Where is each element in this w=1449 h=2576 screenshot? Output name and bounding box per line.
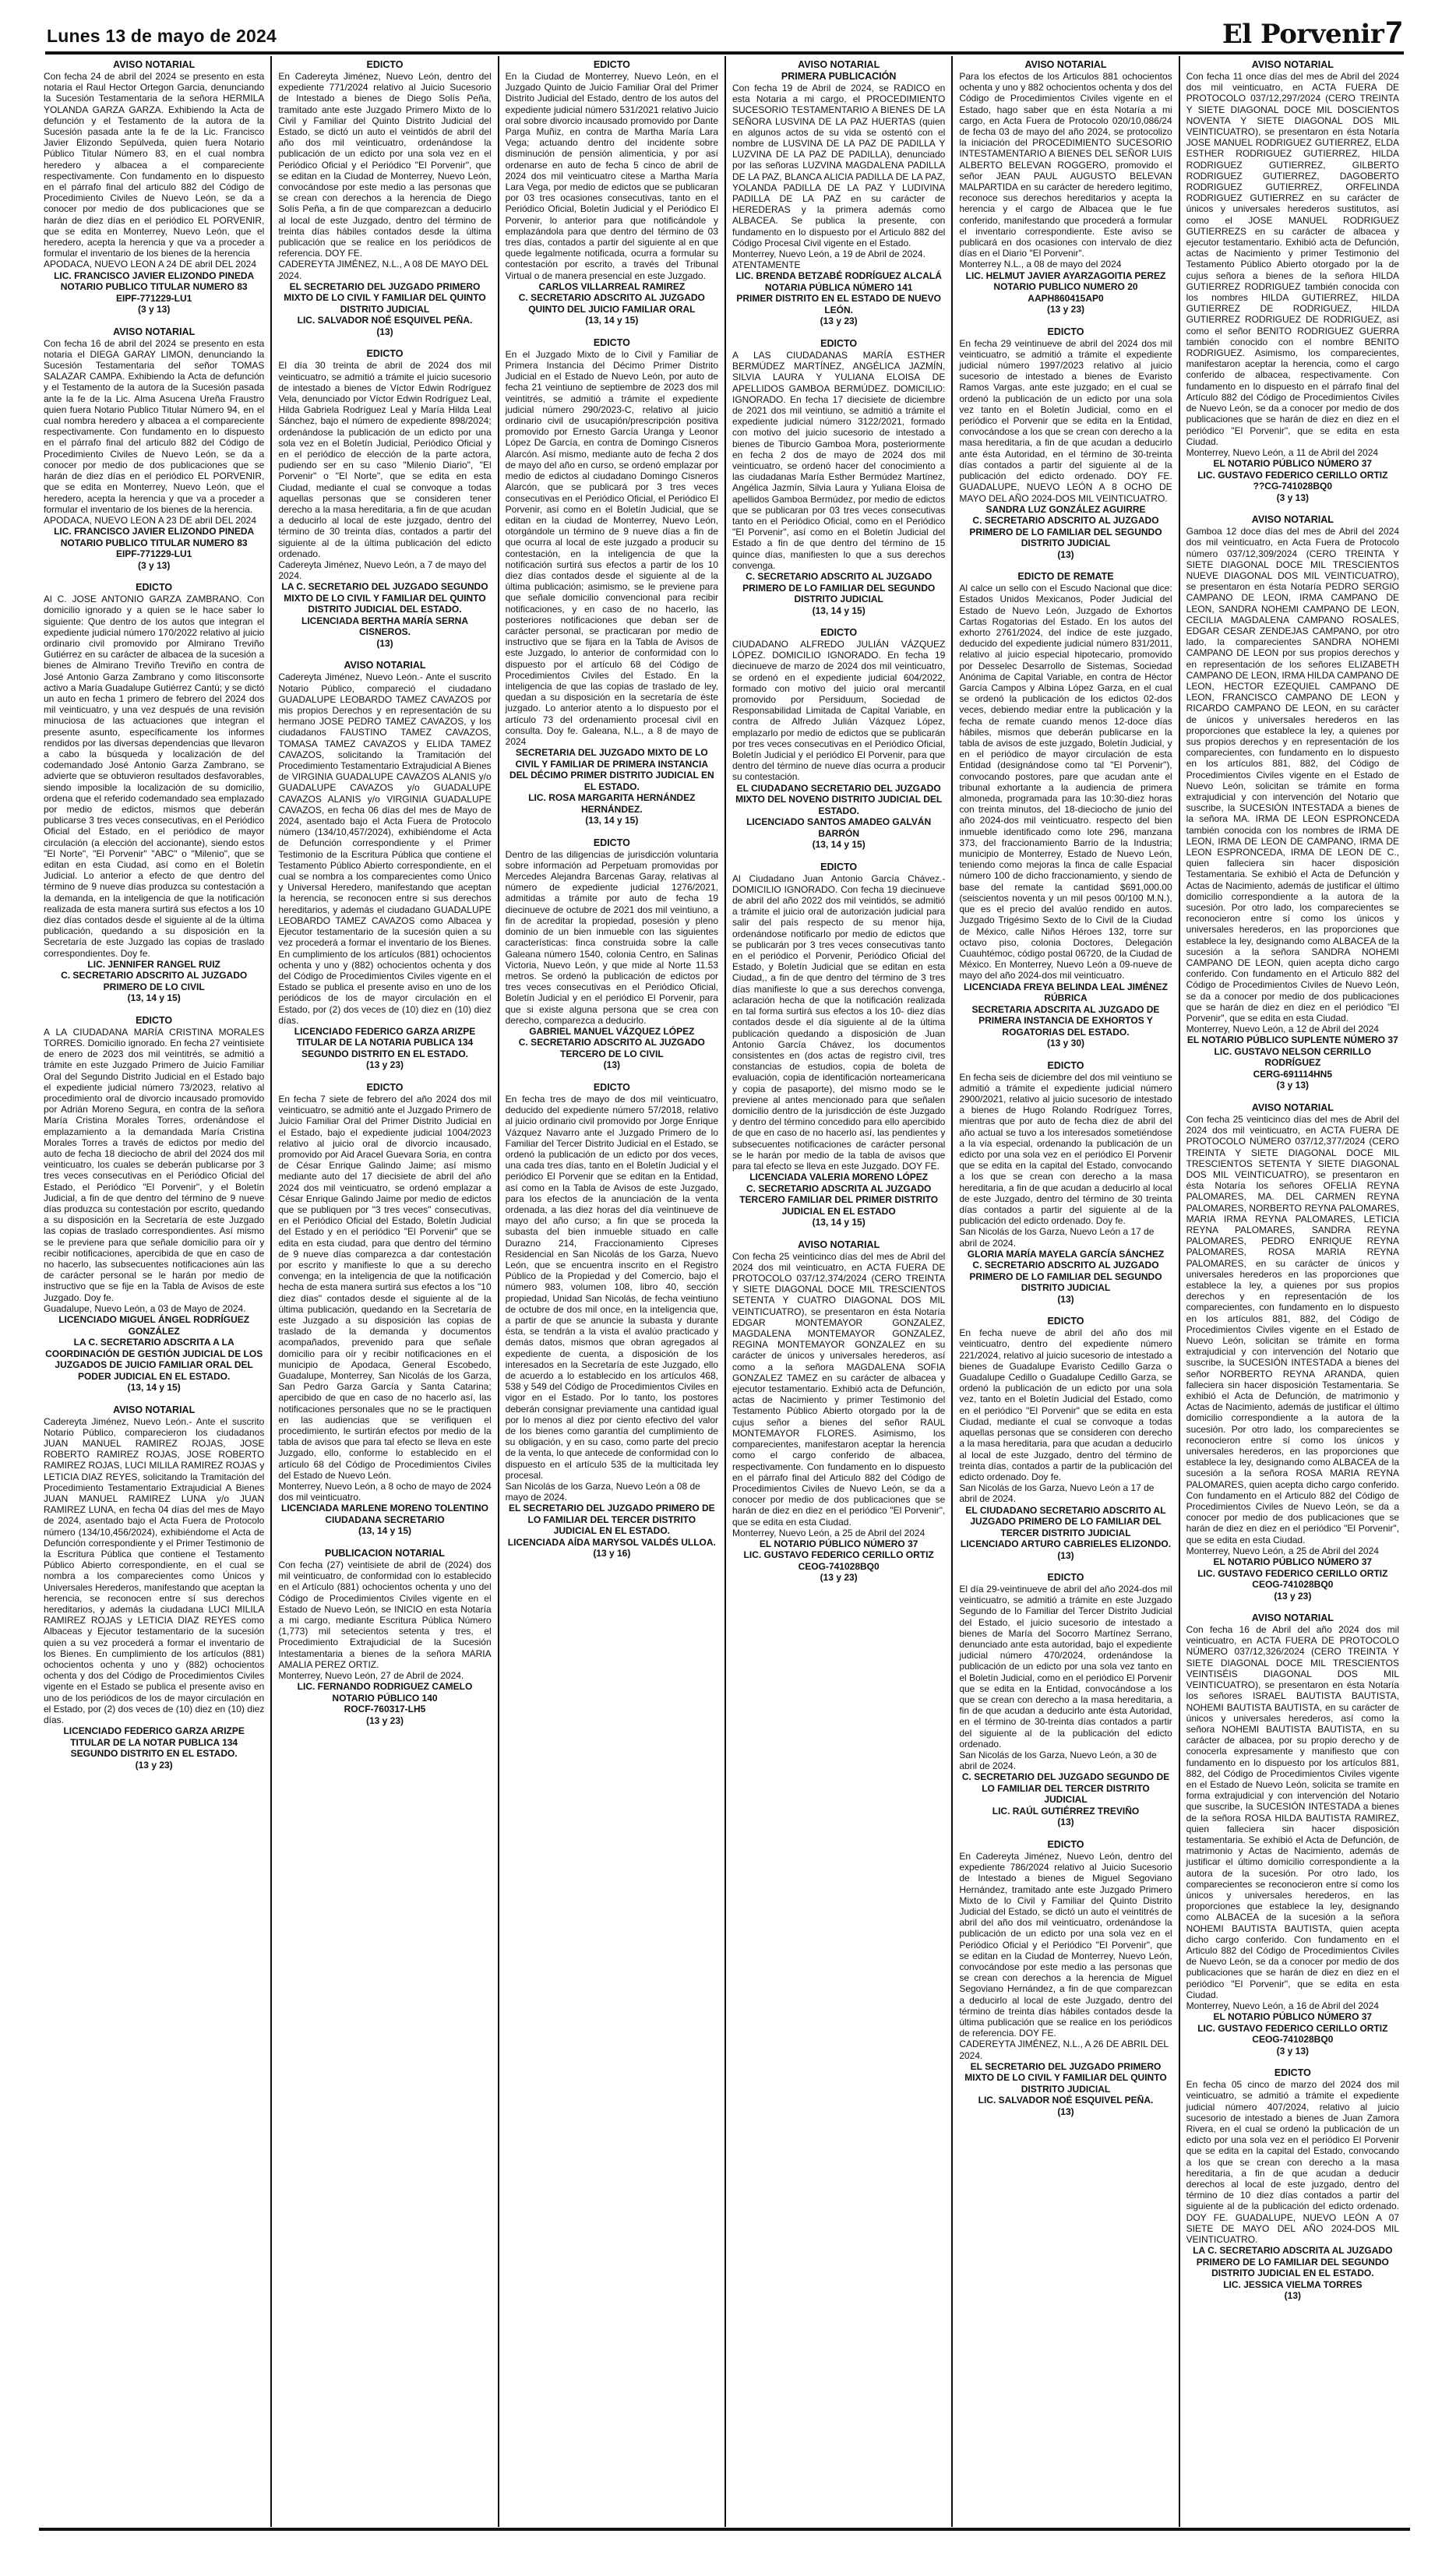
notice-body: Con fecha 11 once días del mes de Abril del 2024 dos mil veinticuatro, en ACTA FUERA DE PROTOCOLO 037/12,297/2024 (CERO TREINTA Y SIETE DIAGONAL DOCE MIL DOSCIENTOS NOVENTA Y SIETE DIAGONAL DOS MIL VEINTICUATRO), se presentaron en ésta Notaría JOSE MANUEL RODRIGUEZ GUTIERREZ, ELDA ESTHER RODRIGUEZ GUTIERREZ, HILDA RODRIGUEZ GUTIERREZ, GILBERTO RODRIGUEZ GUTIERREZ, DAGOBERTO RODRIGUEZ GUTIERREZ, ORFELINDA RODRIGUEZ GUTIERREZ en su carácter de únicos y universales herederos sustitutos, así como el JOSE MANUEL RODRIGUEZ GUTIERREZS en su carácter de albacea y ejecutor testamentario. Exhibió acta de Defunción, actas de Nacimiento y primer Testimonio del Testamento Público Abierto otorgado por la de cujus señora a bienes de la señora HILDA GUTIERREZ RODRIGUEZ también conocida con los nombres HILDA GUTIERREZ, HILDA GUTIERREZ DE RODRIGUEZ, HILDA GUTIERREZ RODRIGUEZ DE RODRIGUEZ, así como el señor BENITO RODRIGUEZ GUERRA también conocido con el nombre BENITO RODRIGUEZ. Asimismo, los comparecientes, manifestaron aceptar la herencia, como el cargo conferido de albacea, respectivamente. Con fundamento en lo dispuesto en el párrafo final del Artículo 882 del Código de Procedimientos Civiles de Nuevo León, se da a conocer por medio de dos publicaciones que se harán de diez en diez en el periódico "El Porvenir", que se edita en esta Ciudad.: [1186, 71, 1399, 447]
legal-notice: [959, 1316, 1172, 1561]
notice-signature: SANDRA LUZ GONZÁLEZ AGUIRRE: [985, 503, 1146, 515]
notice-signature: LICENCIADA AÍDA MARYSOL VALDÉS ULLOA.: [507, 1536, 716, 1548]
notice-place-date: Monterrey, Nuevo León, a 25 de Abril del 2024: [732, 1527, 925, 1538]
notice-title: EDICTO: [1274, 2067, 1311, 2079]
legal-notice: [44, 326, 264, 571]
publication-dates: (13): [1057, 548, 1074, 560]
page-number: 7: [1385, 16, 1402, 50]
publication-dates: (13 y 23): [820, 1572, 858, 1584]
notice-body: En Cadereyta Jiménez, Nuevo León, dentro del expediente 771/2024 relativo al Juicio Sucesorio de Intestado a bienes de Diego Solís Peña, tramitado ante este Juzgado Primero Mixto de lo Civil y Familiar del Quinto Distrito Judicial del Estado, se dictó un auto el veintidós de abril del año dos mil veinticuatro, ordenándose la publicación de un edicto por una sola vez en el Periódico Oficial y el Periódico "El Porvenir", que se editan en la Ciudad de Monterrey, Nuevo León, convocándose por este medio a las personas que se crean con derechos a la herencia de Diego Solís Peña, a fin de que comparezcan a deducirlo al local de este Juzgado, dentro del término de treinta días hábiles contados desde la última publicación que se realice en los periódicos de referencia. DOY FE.: [278, 71, 492, 259]
notice-body: Para los efectos de los Articulos 881 ochocientos ochenta y uno y 882 ochocientos ochenta y dos del Código de Procedimientos Civiles vigente en el Estado, hago saber que en ésta Notaría a mi cargo, en Acta Fuera de Protocolo 020/10,086/24 de fecha 03 de mayo del año 2024, se protocolizo la iniciación del PROCEDIMIENTO SUCESORIO INTESTAMENTARIO A BIENES DEL SEÑOR LUIS ALBERTO BELEVAN ROGGERO, promovido el señor JEAN PAUL AUGUSTO BELEVAN MALPARTIDA en su carácter de heredero legitimo, reconoce sus derechos hereditarios y acepta la herencia y el cargo de Albacea que le fue conferido, manifestando que procederá a formular el inventario correspondiente. Este aviso se publicará en dos ocasiones con intervalo de diez días en el Diario "El Porvenir".: [959, 71, 1172, 259]
publication-dates: (13): [1057, 1549, 1074, 1561]
notice-signature: CERG-691114HN5: [1253, 1068, 1333, 1080]
notice-body: Con fecha (27) veintisiete de abril de (2024) dos mil veinticuatro, de conformidad con lo establecido en el Artículo (881) ochocientos ochenta y uno del Código de Procedimientos Civiles vigente en el Estado de Nuevo León, se INICIO en esta Notaría a mi cargo, mediante Escritura Pública Número (1,773) mil setecientos setenta y tres, el Procedimiento Extrajudicial de la Sucesión Intestamentaria a bienes de la señora MARIA AMALIA PEREZ ORTIZ.: [278, 1559, 492, 1670]
column-2: [270, 56, 497, 2527]
legal-notice: [1186, 514, 1399, 1091]
legal-notice: [1186, 1612, 1399, 2056]
notice-signature: RÚBRICA: [1044, 992, 1088, 1004]
column-1: [44, 56, 270, 2527]
notice-signature: C. SECRETARIO ADSCRITO AL JUZGADO PRIMERO DE LO FAMILIAR DEL SEGUNDO DISTRITO JUDICIAL: [742, 571, 936, 605]
notice-signature: LICENCIADO MIGUEL ÁNGEL RODRÍGUEZ GONZÁLEZ: [58, 1314, 250, 1337]
notice-title: EDICTO: [593, 837, 630, 848]
legal-notice: [959, 326, 1172, 561]
notice-title: AVISO NOTARIAL: [113, 1404, 196, 1415]
column-4: [724, 56, 951, 2527]
legal-notice: [1186, 1102, 1399, 1602]
publication-dates: (13, 14 y 15): [358, 1525, 412, 1537]
notice-signature: NOTARIO PUBLICO TITULAR NUMERO 83: [60, 281, 248, 293]
notice-signature: LIC. FRANCISCO JAVIER ELIZONDO PINEDA: [54, 526, 255, 537]
legal-notice: [732, 1239, 945, 1584]
notice-signature: CEOG-741028BQ0: [798, 1560, 880, 1572]
notice-title: EDICTO: [1047, 1316, 1084, 1327]
notice-title: EDICTO: [820, 627, 858, 639]
notice-place-date: Monterrey, Nuevo León, a 11 de Abril del 2024: [1186, 446, 1379, 458]
legal-notice: [278, 1082, 491, 1537]
notice-title: AVISO NOTARIAL: [1024, 59, 1107, 70]
notice-title: EDICTO DE REMATE: [1017, 571, 1114, 583]
notice-signature: C. SECRETARIO ADSCRITO AL JUZGADO QUINTO DEL JUICIO FAMILIAR ORAL: [518, 292, 705, 315]
notice-signature: EL NOTARIO PÚBLICO NÚMERO 37: [1213, 458, 1373, 470]
notice-body: Al Ciudadano Juan Antonio García Chávez.- DOMICILIO IGNORADO. Con fecha 19 diecinueve de abril del año 2022 dos mil veintidós, se admitió a trámite el juicio oral de autorización judicial para salir del país respecto de su menor hija, ordenándose notificarlo por medio de edictos que se publicarán por 3 tres veces consecutivas tanto en el periódico el Porvenir, Periódico Oficial del Estado, y Boletín Judicial que se editan en esta Ciudad,, a fin de que dentro del término de 3 tres días manifieste lo que a sus derechos convenga, aclaración hecha de que la notificación realizada en tal forma surtirá sus efectos a los 10- diez días contados desde el día siguiente al de la última publicación quedando a disposición de Juan Antonio García Chávez, los documentos consistentes en (dos actas de registro civil, tres constancias de estudios, copia de boleta de evaluación, copia de identificación norteamericana y copia de pasaporte), del mismo modo se le previene al antes mencionado para que señalen domicilio dentro de la jurisdicción de éste Juzgado y dentro del término concedido para ello apercibido de que en caso de no hacerlo así, las pendientes y subsecuentes notificaciones de carácter personal se le harán por medio de la tabla de avisos que para tal efecto se lleva en este Juzgado. DOY FE.: [732, 872, 946, 1172]
notice-signature: C. SECRETARIO ADSCRITA AL JUZGADO TERCERO FAMILIAR DEL PRIMER DISTRITO JUDICIAL EN EL ESTADO: [739, 1182, 939, 1217]
notice-body: En fecha 05 cinco de marzo del 2024 dos mil veinticuatro, se admitió a trámite el expediente judicial número 407/2024, relativo al juicio sucesorio de intestado a bienes de Juan Zamora Rivera, en el cual se ordenó la publicación de un edicto por una sola vez en el periódico El Porvenir que se edita en la capital del Estado, convocando a los que se crean con derecho a la masa hereditaria, a fin de que acudan a deducir derechos al local de este juzgado, dentro del término de 10 diez días contados a partir del siguiente al de la publicación del edicto ordenado. DOY FE. GUADALUPE, NUEVO LEÓN A 07 SIETE DE MAYO DEL AÑO 2024-DOS MIL VEINTICUATRO.: [1186, 2079, 1399, 2246]
notice-body: CIUDADANO ALFREDO JULIÁN VÁZQUEZ LÓPEZ. DOMICILIO IGNORADO. En fecha 19 diecinueve de marzo de 2024 dos mil veinticuatro, se ordenó en el expediente judicial 604/2022, formado con motivo del juicio oral mercantil promovido por Persiduum, Sociedad de Responsabilidad Limitada de Capital Variable, en contra de Alfredo Julián Vázquez López, emplazarlo por medio de edictos que se publicarán por tres veces consecutivas en el Periódico Oficial, Boletín Judicial y el periódico El Porvenir, para que dentro del término de nueve días ocurra a producir su contestación.: [732, 639, 946, 783]
notice-place-date: Guadalupe, Nuevo León, a 03 de Mayo de 2024.: [44, 1302, 246, 1314]
publication-dates: (13, 14 y 15): [585, 315, 639, 326]
publication-dates: (3 y 13): [1276, 2045, 1309, 2056]
notice-signature: CEOG-741028BQ0: [1252, 2034, 1334, 2046]
publication-dates: (13): [603, 1059, 620, 1071]
notice-signature: LICENCIADO ARTURO CABRIELES ELIZONDO.: [960, 1538, 1172, 1550]
legal-notice: [959, 59, 1172, 315]
notice-signature: LIC. GUSTAVO NELSON CERRILLO RODRÍGUEZ: [1214, 1045, 1372, 1069]
masthead: [47, 14, 1402, 48]
notice-title: EDICTO: [136, 1014, 173, 1026]
publication-dates: (3 y 13): [137, 559, 171, 571]
publication-dates: (13): [1057, 1817, 1074, 1828]
notice-signature: EL SECRETARIO DEL JUZGADO PRIMERO MIXTO DE LO CIVIL Y FAMILIAR DEL QUINTO DISTRITO JUDICIAL: [284, 280, 486, 315]
legal-notice: [732, 862, 945, 1228]
notice-signature: LIC. GUSTAVO FEDERICO CERILLO ORTIZ: [1197, 2022, 1388, 2034]
notice-body: Con fecha 25 veinticinco días del mes de Abril del 2024 dos mil veinticuatro, en ACTA FUERA DE PROTOCOLO 037/12,374/2024 (CERO TREINTA Y SIETE DIAGONAL DOCE MIL TRESCIENTOS SETENTA Y CUATRO DIAGONAL DOS MIL VEINTICUATRO), se presentaron en ésta Notaría EDGAR MONTEMAYOR GONZALEZ, MAGDALENA MONTEMAYOR GONZALEZ, REGINA MONTEMAYOR GONZALEZ en su carácter de únicos y universales herederos, así como a la señora MAGDALENA SOFIA GONZALEZ TAMEZ en su carácter de albacea y ejecutor testamentario. Exhibió acta de Defunción, actas de Nacimiento y primer Testimonio del Testamento Público Abierto otorgado por la de cujus señor a bienes del señor RAUL MONTEMAYOR FLORES. Asimismo, los comparecientes, manifestaron aceptar la herencia como el cargo conferido de albacea, respectivamente. Con fundamento en lo dispuesto en el párrafo final del Articulo 882 del Código de Procedimientos Civiles de Nuevo León, se da a conocer por medio de dos publicaciones que se harán de diez en diez en el periódico "El Porvenir", que se edita en esta Ciudad.: [732, 1250, 946, 1528]
column-3: [498, 56, 724, 2527]
notice-body: Con fecha 16 de Abril del año 2024 dos mil veinticuatro, en ACTA FUERA DE PROTOCOLO NÚMERO 037/12,326/2024 (CERO TREINTA Y SIETE DIAGONAL DOCE MIL TRESCIENTOS VEINTISÉIS DIAGONAL DOS MIL VEINTICUATRO), se presentaron en ésta Notaría los señores ISRAEL BAUTISTA BAUTISTA, NOHEMI BAUTISTA BAUTISTA, en su carácter de únicos y universales herederos, así como la señora NOHEMI BAUTISTA BAUTISTA, en su carácter de albacea, por su propio derecho y de conocerla expresamente y manifiesto que con fundamento en lo dispuesto por los artículos 881, 882, del Código de Procedimientos Civiles vigente en el Estado de Nuevo León, solicita se tramite en forma extrajudicial y con intervención del Notario que suscribe, la SUCESIÓN INTESTADA a bienes de la señora ROSA HILDA BAUTISTA RAMIREZ, quien falleciera sin hacer disposición testamentaria. Se exhibió el Acta de Defunción, de matrimonio y Actas de Nacimiento, además de justificar el último domicilio correspondiente a la autora de la sucesión. Por otro lado, los comparecientes se reconocieron entre sí como los únicos y universales herederos, en las proporciones que establece la ley, designando como ALBACEA de la sucesión a la señora NOHEMI BAUTISTA BAUTISTA, quien acepta dicho cargo conferido. Con fundamento en el Articulo 882 del Código de Procedimientos Civiles de Nuevo León, se da a conocer por medio de dos publicaciones que se harán de diez en diez en el periódico "El Porvenir", que se edita en esta Ciudad.: [1186, 1624, 1399, 2000]
notice-title: EDICTO: [820, 861, 858, 872]
notice-signature: PRIMER DISTRITO EN EL ESTADO DE NUEVO LEÓN.: [736, 293, 942, 315]
notice-title: AVISO NOTARIAL: [1251, 514, 1334, 526]
notice-title: EDICTO: [1047, 1572, 1084, 1584]
legal-notice: [506, 1082, 718, 1559]
legal-notice: [44, 582, 264, 1004]
notice-signature: EL NOTARIO PÚBLICO NÚMERO 37: [759, 1538, 918, 1549]
notice-signature: LIC. JESSICA VIELMA TORRES: [1223, 2278, 1363, 2290]
notice-body: El día 29-veintinueve de abril del año 2024-dos mil veinticuatro, se admitió a trámite en este Juzgado Segundo de lo Familiar del Tercer Distrito Judicial del Estado, el juicio sucesorio de intestado a bienes de María del Socorro Martínez Serrano, denunciado ante esta autoridad, bajo el expediente judicial número 470/2024, ordenándose la publicación de un edicto por una sola vez tanto en el Boletín Judicial, como en el periódico El Porvenir que se edita en la Entidad, convocándose a los que se crean con derecho a la masa hereditaria, a fin de que acudan a deducirlo ante ésta Autoridad, en el término de 30-treinta días contados a partir del siguiente al de la publicación del edicto ordenado.: [959, 1584, 1172, 1750]
column-5: [951, 56, 1178, 2527]
legal-notice: [732, 338, 945, 616]
notice-signature: LICENCIADA VALERIA MORENO LÓPEZ: [749, 1172, 929, 1183]
publication-dates: (13, 14 y 15): [812, 604, 866, 616]
notice-signature: EL CIUDADANO SECRETARIO ADSCRITO AL JUZGADO PRIMERO DE LO FAMILIAR DEL TERCER DISTRITO JUDICIAL: [965, 1504, 1166, 1538]
issue-date: Lunes 13 de mayo de 2024: [47, 26, 277, 46]
bottom-rule: [39, 2528, 1410, 2531]
notice-signature: LA C. SECRETARIO ADSCRITA A LA COORDINACIÓN DE GESTIÓN JUDICIAL DE LOS JUZGADOS DE JUICIO FAMILIAR ORAL DEL PODER JUDICIAL EN EL ESTADO.: [45, 1337, 263, 1382]
legal-notice: [506, 59, 718, 326]
notice-signature: EL NOTARIO PÚBLICO SUPLENTE NÚMERO 37: [1186, 1034, 1398, 1046]
notice-signature: EIPF-771229-LU1: [115, 548, 192, 560]
legal-notice: [1186, 59, 1399, 503]
notice-signature: C. SECRETARIO ADSCRITO AL JUZGADO PRIMERO DE LO CIVIL: [61, 970, 248, 992]
notice-signature: EL SECRETARIO DEL JUZGADO PRIMERO MIXTO DE LO CIVIL Y FAMILIAR DEL QUINTO DISTRITO JUDICIAL: [964, 2060, 1167, 2095]
notice-signature: CEOG-741028BQ0: [1252, 1579, 1334, 1591]
notice-subtitle: PRIMERA PUBLICACIÓN: [781, 71, 897, 82]
notice-signature: LICENCIADA MARLENE MORENO TOLENTINO: [280, 1503, 488, 1514]
notice-signature: C. SECRETARIO ADSCRITO AL JUZGADO TERCERO DE LO CIVIL: [518, 1037, 705, 1059]
notice-signature: LICENCIADA FREYA BELINDA LEAL JIMÉNEZ: [963, 981, 1168, 992]
notice-title: EDICTO: [820, 337, 858, 349]
notice-body: En fecha tres de mayo de dos mil veinticuatro, deducido del expediente número 57/2018, relativo al juicio ordinario civil promovido por Jorge Enrique Vázquez Navarro ante el Juzgado Primero de lo Familiar del Tercer Distrito Judicial en el Estado, se ordenó la publicación de un edicto por dos veces, una cada tres días, tanto en el Boletín Judicial y el periódico El Porvenir que se editan en la Entidad, así como en la Tabla de Avisos de este Juzgado, para los efectos de la anunciación de la venta ordenada, a las diez horas del día veintinueve de mayo del año curso; a fin que se proceda la subasta del bien inmueble situado en calle Durazno 214, Fraccionamiento Cipreses Residencial en San Nicolás de los Garza, Nuevo León, que se encuentra inscrito en el Registro Público de la Propiedad y del Comercio, bajo el número 983, volumen 108, libro 40, sección propiedad, Unidad San Nicolás, de fecha veintiuno de octubre de dos mil once, en la inteligencia que, a partir de que se anuncie la subasta y durante ésta, se tendrán a la vista el avalúo practicado y demás datos, mismos que obran agregados al expediente de cuenta, a disposición de los interesados en la Secretaría de este Juzgado, ello de acuerdo a lo establecido en los artículos 468, 538 y 549 del Código de Procedimientos Civiles en vigor en el Estado. Por lo tanto, los postores deberán consignar previamente una cantidad igual por lo menos al diez por ciento efectivo del valor de los bienes como garantía del cumplimiento de su obligación, y en su caso, como parte del precio de la venta, lo que antecede de conformidad con lo dispuesto en el artículo 535 de la multicitada ley procesal.: [505, 1093, 718, 1481]
notice-signature: CIUDADANA SECRETARIO: [325, 1514, 445, 1525]
notice-signature: LICENCIADO FEDERICO GARZA ARIZPE: [294, 1025, 476, 1037]
publication-dates: (13, 14 y 15): [812, 839, 866, 851]
legal-notice: [959, 1572, 1172, 1828]
publication-dates: (13, 14 y 15): [585, 815, 639, 826]
notice-body: En fecha 29 veintinueve de abril del 2024 dos mil veinticuatro, se admitió a trámite el expediente judicial número 1997/2023 relativo al juicio sucesorio de intestado a bienes de Evaristo Ramos Vargas, ante este juzgado; en el cual se ordenó la publicación de un edicto por una sola vez tanto en el Boletín Judicial, como en el periódico el Porvenir que se edita en la Entidad, convocándose a los que se crean con derecho a la masa hereditaria, a fin de que acudan a deducirlo ante ésta Autoridad, en el término de 30-treinta días contados a partir del siguiente al de la publicación del edicto ordenado. DOY FE. GUADALUPE, NUEVO LEÓN A 8 OCHO DE MAYO DEL AÑO 2024-DOS MIL VEINTICUATRO.: [959, 337, 1172, 504]
notice-place-date: Monterrey, Nuevo León, 27 de Abril de 2024.: [278, 1669, 464, 1681]
legal-notice: [959, 1060, 1172, 1306]
notice-signature: LIC. ROSA MARGARITA HERNÁNDEZ HERNÁNDEZ.: [528, 792, 696, 815]
notice-title: EDICTO: [1047, 1059, 1084, 1071]
legal-notice: [278, 59, 491, 337]
notice-place-date: CADEREYTA JIMÉNEZ, N.L., A 08 DE MAYO DEL 2024.: [278, 259, 488, 281]
notice-body: En fecha 7 siete de febrero del año 2024 dos mil veinticuatro, se admitió ante el Juzgado Primero de Juicio Familiar Oral del Primer Distrito Judicial en el Estado, bajo el expediente judicial 1004/2023 relativo al juicio oral de divorcio incausado, promovido por Aid Aracel Guevara Soria, en contra de César Enrique Galindo Jaime; así mismo mediante auto del 17 diecisiete de abril del año 2024 dos mil veinticuatro, se ordenó emplazar a César Enrique Galindo Jaime por medio de edictos que se publiquen por "3 tres veces" consecutivas, en el Periódico Oficial del Estado, Boletín Judicial del Estado y en el periódico "El Porvenir" que se edita en esta ciudad, para que dentro del término de 9 nueve días comparezca a dar contestación por escrito y manifieste lo que a su derecho convenga; en la inteligencia de que la notificación hecha de esta manera surtirá sus efectos a los "10 diez días" contados desde el siguiente al de la última publicación, quedando en la Secretaría de este Juzgado a su disposición las copias de traslado de la demanda y documentos acompañados, prevenido para que señale domicilio para oír y recibir notificaciones en el municipio de Apodaca, General Escobedo, Guadalupe, Monterrey, San Nicolás de los Garza, San Pedro Garza García y Santa Catarina; apercibido de que en caso de no hacerlo así, las notificaciones personales que no se le practiquen en las audiencias que se verifiquen el procedimiento, le surtirán efectos por medio de la tabla de avisos que para tal efecto se lleva en este Juzgado, ello, conforme lo establecido en el artículo 68 del Código de Procedimientos Civiles del Estado de Nuevo León.: [278, 1093, 492, 1481]
notice-title: AVISO NOTARIAL: [798, 1239, 880, 1250]
notice-title: AVISO NOTARIAL: [1251, 1612, 1334, 1624]
notice-signature: EIPF-771229-LU1: [115, 292, 192, 304]
publication-dates: (13 y 23): [365, 1714, 404, 1726]
notices-grid: [44, 56, 1405, 2527]
notice-signature: ROCF-760317-LH5: [344, 1704, 426, 1715]
notice-signature: SECRETARIA DEL JUZGADO MIXTO DE LO CIVIL Y FAMILIAR DE PRIMERA INSTANCIA DEL DÉCIMO PRIMER DISTRITO JUDICIAL EN EL ESTADO.: [509, 747, 714, 792]
notice-place-date: San Nicolás de los Garza, Nuevo León, a 30 de abril de 2024.: [959, 1750, 1157, 1772]
notice-signature: EL SECRETARIO DEL JUZGADO PRIMERO DE LO FAMILIAR DEL TERCER DISTRITO JUDICIAL EN EL ESTADO.: [508, 1503, 715, 1537]
legal-notice: [732, 59, 945, 327]
notice-place-date: Monterrey, Nuevo León, a 25 de Abril del 2024: [1186, 1545, 1379, 1556]
notice-signature: LIC. FRANCISCO JAVIER ELIZONDO PINEDA: [54, 270, 255, 281]
publication-dates: (13): [376, 637, 393, 649]
legal-notice: [959, 1839, 1172, 2117]
notice-title: PUBLICACION NOTARIAL: [325, 1547, 445, 1559]
notice-signature: LIC. BRENDA BETZABÉ RODRÍGUEZ ALCALÁ: [735, 270, 942, 282]
notice-body: Dentro de las diligencias de jurisdicción voluntaria sobre información ad Perpetuam promovidas por Mercedes Alejandra Barcenas Garay, relativas al número de expediente judicial 1276/2021, admitidas a trámite por auto de fecha 19 diecinueve de octubre de 2021 dos mil veintiuno, a fin de acreditar la propiedad, posesión y pleno dominio de un bien inmueble con las siguientes características: finca construida sobre la calle Galeana número 1540, colonia Centro, en Salinas Victoria, Nuevo León, y que mide al Norte 11.53 metros. Se ordenó la publicación de edictos por tres veces consecutivas en el Periódico Oficial, Boletín Judicial y en el periódico El Porvenir, para que si existe alguna persona que se crea con derecho, comparezca a deducirlo.: [505, 848, 718, 1026]
legal-notice: [278, 348, 491, 649]
notice-title: EDICTO: [366, 59, 404, 70]
notice-title: EDICTO: [593, 337, 630, 348]
publication-dates: (13, 14 y 15): [812, 1217, 866, 1228]
notice-signature: EL NOTARIO PÚBLICO NÚMERO 37: [1213, 1556, 1373, 1568]
notice-title: AVISO NOTARIAL: [1251, 59, 1334, 70]
notice-signature: TITULAR DE LA NOTAR PUBLICA 134: [70, 1736, 238, 1748]
notice-body: En fecha seis de diciembre del dos mil veintiuno se admitió a trámite el expediente judicial número 2900/2021, relativo al juicio sucesorio de intestado a bienes de Hugo Rolando Rodríguez Torres, mientras que por auto de fecha diez de abril del año actual se tuvo a los interesados sometiéndose a la vía especial, ordenando la publicación de un edicto por una sola vez en el periódico El Porvenir que se edita en la capital del Estado, convocando a los que se crean con derecho a la masa hereditaria, a fin de que acudan a deducirlo al local de este Juzgado, dentro del término de 30 treinta días contados a partir del siguiente al de la publicación del edicto ordenado. Doy fe.: [959, 1071, 1172, 1227]
notice-body: En fecha nueve de abril del año dos mil veinticuatro, dentro del expediente número 221/2024, relativo al juicio sucesorio de intestado a bienes de Guadalupe Evaristo Cedillo Garza o Guadalupe Cedillo o Guadalupe Cedillo Garza, se ordenó la publicación de un edicto por una sola vez, tanto en el Boletín Judicial del Estado, como en el periódico "El Porvenir" que se edita en esta Ciudad, mediante el cual se convoque a todas aquellas personas que se consideren con derecho a la masa hereditaria, para que acudan a deducirlo al local de este Juzgado, dentro del término de treinta días, contados a partir de la publicación del edicto ordenado. Doy fe.: [959, 1327, 1172, 1482]
notice-signature: LICENCIADO SANTOS AMADEO GALVÁN BARRÓN: [746, 816, 932, 839]
notice-signature: LIC. GUSTAVO FEDERICO CERILLO ORTIZ: [1197, 469, 1388, 481]
notice-signature: TITULAR DE LA NOTARIA PUBLICA 134: [296, 1037, 474, 1048]
brand-name: El Porvenir: [1222, 19, 1384, 50]
notice-signature: EL CIUDADANO SECRETARIO DEL JUZGADO MIXTO DEL NOVENO DISTRITO JUDICIAL DEL ESTADO.: [735, 782, 943, 816]
notice-place-date: APODACA, NUEVO LEON A 24 DE abril DEL 2024: [44, 259, 257, 270]
notice-body: Cadereyta Jiménez, Nuevo León.- Ante el suscrito Notario Público, comparecieron los ciudadanos JUAN MANUEL RAMIREZ ROJAS, JOSE ROBERTO RAMIREZ ROJAS, JOSE ROBERTO RAMIREZ ROJAS, LUCI MILILA RAMIREZ ROJAS y LETICIA DIAZ REYES, solicitando la Tramitación del Procedimiento Testamentario Extrajudicial A Bienes JUAN MANUEL RAMIREZ LUNA y/o JUAN RAMIREZ LUNA, en fecha 04 días del mes de Mayo de 2024, asentado bajo el Acta Fuera de Protocolo número (134/10,456/2024), exhibiéndome el Acta de Defunción correspondiente y el Primer Testimonio de la Escritura Pública que contiene el Testamento Público Abierto correspondiente, en el cual se nombra a los comparecientes como Únicos y Universales Herederos, manifestando que aceptan la herencia, se reconocen entre sí sus derechos hereditarios, y además la ciudadana LUCI MILILA RAMIREZ ROJAS y LETICIA DIAZ REYES como Albaceas y Ejecutor testamentario de la sucesión quien a su vez procederá a formar el inventario de los Bienes. En cumplimiento de los artículos (881) ochocientos ochenta y uno y (882) ochocientos ochenta y dos del Código de Procedimientos Civiles vigente en el Estado se publica el presente aviso en uno de los periódicos de los de mayor circulación en el Estado, por (2) dos veces de (10) diez en (10) diez días.: [44, 1415, 265, 1726]
notice-title: AVISO NOTARIAL: [113, 326, 196, 337]
notice-signature: LIC. FERNANDO RODRIGUEZ CAMELO: [297, 1681, 473, 1693]
publication-dates: (13): [1284, 2290, 1301, 2302]
legal-notice: [44, 1404, 264, 1771]
notice-title: AVISO NOTARIAL: [344, 660, 426, 671]
notice-place-date: CADEREYTA JIMÉNEZ, N.L., A 26 DE ABRIL DEL 2024.: [959, 2039, 1169, 2061]
notice-body: Al C. JOSE ANTONIO GARZA ZAMBRANO. Con domicilio ignorado y a quien se le hace saber lo siguiente: Que dentro de los autos que integran el expediente judicial número 170/2022 relativo al juicio ordinario civil promovido por Almirano Treviño Gutiérrez en su carácter de albacea de la sucesión a bienes de Almirano Treviño Treviño en contra de José Antonio Garza Zambrano y como litisconsorte activo a María Guadalupe Gutiérrez Cantú; y se dictó un auto en fecha 1 primero de febrero del 2024 dos mil veinticuatro, y una vez después de una revisión minuciosa de las actuaciones que integran el presente asunto, específicamente los informes rendidos por las diversas dependencias que llevaron a cabo la búsqueda y localización de del codemandado José Antonio Garza Zambrano, se advierte que se obtuvieron resultados desfavorables, siendo imposible la localización de su domicilio, ordena que el referido codemandado sea emplazado por medio de edictos, mismos que deberán publicarse 3 tres veces consecutivas, en el Periódico Oficial del Estado, en el periódico de mayor circulación (a elección del accionante), siendo estos "El Norte", "El Porvenir" "ABC" o "Milenio", que se editan en esta Ciudad, así como en el Boletín Judicial. Lo anterior a efecto de que dentro del término de 9 nueve días produzca su contestación a la demanda, en la inteligencia de que la notificación realizada de esta manera surtirá sus efectos a los 10 diez días contados desde el siguiente al de la última publicación, quedando a su disposición en la Secretaría de este Juzgado las copias de traslado correspondientes. Doy fe.: [44, 594, 265, 959]
notice-signature: LIC. JENNIFER RANGEL RUIZ: [87, 958, 220, 970]
publication-dates: (3 y 13): [1276, 492, 1309, 503]
notice-signature: LICENCIADA BERTHA MARÍA SERNA CISNEROS.: [301, 615, 468, 638]
notice-signature: LA C. SECRETARIO ADSCRITA AL JUZGADO PRIMERO DE LO FAMILIAR DEL SEGUNDO DISTRITO JUDICIAL EN EL ESTADO.: [1193, 2245, 1393, 2279]
top-rule: [45, 51, 1404, 55]
publication-dates: (13 y 23): [135, 1759, 173, 1771]
legal-notice: [44, 59, 264, 315]
notice-signature: LIC. SALVADOR NOÉ ESQUIVEL PEÑA.: [297, 315, 473, 326]
notice-place-date: Cadereyta Jiménez, Nuevo León, a 7 de mayo del 2024.: [278, 559, 487, 582]
legal-notice: [278, 1548, 491, 1726]
notice-signature: SECRETARIA ADSCRITA AL JUZGADO DE PRIMERA INSTANCIA DE EXHORTOS Y ROGATORIAS DEL ESTADO.: [971, 1003, 1160, 1038]
notice-signature: C. SECRETARIO ADSCRITO AL JUZGADO PRIMERO DE LO FAMILIAR DEL SEGUNDO DISTRITO JUDICIAL: [969, 1260, 1162, 1294]
notice-signature: LIC. SALVADOR NOÉ ESQUIVEL PEÑA.: [978, 2095, 1154, 2106]
notice-body: En el Juzgado Mixto de lo Civil y Familiar de Primera Instancia del Décimo Primer Distrito Judicial en el Estado de Nuevo León, por auto de fecha 21 veintiuno de septiembre de 2023 dos mil veintitrés, se admitió a trámite el expediente judicial número 290/2023-C, relativo al juicio ordinario civil de usucapión/prescripción positiva promovido por Ernesto García Uranga y Leonor López De García, en contra de Domingo Cisneros Alarcón. Así mismo, mediante auto de fecha 2 dos de mayo del año en curso, se ordenó emplazar por medio de edictos al ciudadano Domingo Cisneros Alarcón, que se publicará por 3 tres veces consecutivas en el Periódico Oficial, el Periódico El Porvenir, así como en el Boletín Judicial, que se editan en la ciudad de Monterrey, Nuevo León, otorgándole un término de 9 nueve días a fin de que ocurra al local de este juzgado a producir su contestación, en la inteligencia de que la notificación surtirá sus efectos a partir de los 10 diez días contados desde el siguiente al de la última publicación; asimismo, se le previene para que señale domicilio convencional para recibir notificaciones, y en caso de no hacerlo, las posteriores notificaciones que deban ser de carácter personal, se practicaran por medio de instructivo que se fijara en la Tabla de Avisos de este Juzgado, lo anterior de conformidad con lo dispuesto por el artículo 68 del Código de Procedimientos Civiles del Estado. En la inteligencia de que las copias de traslado de ley, quedan a su disposición en la secretaría de éste juzgado. Lo anterior atento a lo dispuesto por el artículo 73 del ordenamiento procesal civil en consulta. Doy fe. Galeana, N.L., a 8 de mayo de 2024: [505, 348, 718, 747]
publication-dates: (13 y 30): [1046, 1038, 1084, 1049]
legal-notice: [278, 660, 491, 1071]
notice-body: A LA CIUDADANA MARÍA CRISTINA MORALES TORRES. Domicilio ignorado. En fecha 27 veintisiete de enero de 2023 dos mil veintitrés, se admitió a trámite en este Juzgado Primero de Juicio Familiar Oral del Segundo Distrito Judicial en el Estado bajo el expediente judicial número 73/2023, relativo al procedimiento oral de divorcio incausado promovido por Adrián Moreno Segura, en contra de la señora María Cristina Morales Torres, ordenándose el emplazamiento a la demandada María Cristina Morales Torres a través de edictos por medio del auto de fecha 18 dieciocho de abril del 2024 dos mil veinticuatro, los cuales se deberán publicarse por 3 tres veces consecutivas en el Periódico Oficial del Estado, el Periódico "El Porvenir", y el Boletín Judicial, a fin de que dentro del término de 9 nueve días produzca su contestación por escrito, quedando a su disposición en la Secretaría de este Juzgado las copias de traslado correspondientes. Así mismo se le previene para que señale domicilio para oír y recibir notificaciones, apercibida de que en caso de no hacerlo, las subsecuentes notificaciones aún las de carácter personal se le harán por medio de instructivo que se fije en la Tabla de Avisos de este Juzgado. Doy fe.: [44, 1026, 265, 1303]
notice-body: Con fecha 24 de abril del 2024 se presento en esta notaria el Raul Hector Ortegon Garcia, denunciando la Sucesión Testamentaria de la señora HERMILA YOLANDA GARZA GARZA. Exhibiendo la Acta de defunción y el Testamento de la autora de la Sucesión pasada ante la fe de la Lic. Francisco Javier Elizondo Sepúlveda, quien fuera Notario Público Titular Número 83, en el cual nombra heredero y albacea a el compareciente respectivamente. Con fundamento en lo dispuesto en el párrafo final del articulo 882 del Código de Procedimiento Civiles de Nuevo León, se da a conocer por medio de dos publicaciones que se harán de diez días en el periódico EL PORVENIR, que se edita en Monterrey, Nuevo León, que el heredero, acepta la herencia y que va a proceder a formular el inventario de los bienes de la herencia: [44, 71, 265, 259]
notice-place-date: San Nicolás de los Garza, Nuevo León a 17 de abril de 2024.: [959, 1226, 1155, 1249]
notice-title: AVISO NOTARIAL: [113, 59, 196, 70]
notice-signature: NOTARIO PUBLICO TITULAR NUMERO 83: [60, 537, 248, 548]
publication-dates: (13): [376, 326, 393, 337]
notice-body: Con fecha 16 de abril del 2024 se presento en esta notaria el DIEGA GARAY LIMON, denunciando la Sucesión Testamentaria del señor TOMAS SALAZAR CAMPA. Exhibiendo la Acta de defunción y el Testamento de la autora de la Sucesión pasada ante la fe de la Lic. Alma Asucena Ureña Fraustro quien fuera Notario Publico Titular Número 94, en el cual nombra heredero y albacea a el compareciente respectivamente. Con fundamento en lo dispuesto en el párrafo final del articulo 882 del Código de Procedimiento Civiles de Nuevo León, se da a conocer por medio de dos publicaciones que se harán de diez días en el periódico EL PORVENIR, que se edita en Monterrey, Nuevo León, que el heredero, acepta la herencia y que va a proceder a formular el inventario de los bienes de la herencia.: [44, 337, 265, 515]
notice-place-date: Monterrey, Nuevo León, a 19 de Abril de 2024. ATENTAMENTE: [732, 248, 925, 271]
notice-title: EDICTO: [593, 59, 630, 70]
notice-title: EDICTO: [136, 582, 173, 594]
publication-dates: (13 y 23): [365, 1059, 404, 1071]
column-6: [1179, 56, 1405, 2527]
notice-signature: LIC. HELMUT JAVIER AYARZAGOITIA PEREZ: [965, 270, 1166, 281]
publication-dates: (13): [1057, 2106, 1074, 2117]
notice-body: En la Ciudad de Monterrey, Nuevo León, en el Juzgado Quinto de Juicio Familiar Oral del Primer Distrito Judicial del Estado, dentro de los autos del expediente judicial número 531/2021 relativo Juicio oral sobre divorcio incausado promovido por Dante Parga Muñiz, en contra de Martha María Lara Vega; actuando dentro del incidente sobre disminución de pensión alimenticia, y por así ordenarse en auto de fecha 5 cinco de abril de 2024 dos mil veinticuatro citese a Martha María Lara Vega, por medio de edictos que se publicaran por 03 tres ocasiones consecutivas, tanto en el Periódico Oficial, Boletín Judicial y el Periódico El Porvenir, lo anterior para que notificándole y emplazándola para que dentro del término de 03 tres días, contados a partir del siguiente al en que quede legalmente notificada, ocurra a formular su contestación por escrito, a través del Tribunal Virtual o de manera presencial en este Juzgado.: [505, 71, 718, 281]
notice-body: Gamboa 12 doce días del mes de Abril del 2024 dos mil veinticuatro, en Acta Fuera de Protocolo número 037/12,309/2024 (CERO TREINTA Y SIETE DIAGONAL DOCE MIL TRESCIENTOS NUEVE DIAGONAL DOS MIL VEINTICUATRO), se presentaron en ésta Notaría PEDRO SERGIO CAMPANO DE LEON, IRMA CAMPANO DE LEON, SANDRA NOHEMI CAMPANO DE LEON, CECILIA MAGDALENA CAMPANO ROSALES, EDGAR CESAR ZENDEJAS CAMPANO, por otro lado, la comparecientes SANDRA NOHEMI CAMPANO DE LEON por sus propios derechos y en representación de los señores ELIZABETH CAMPANO DE LEON, IRMA HILDA CAMPANO DE LEON, HECTOR EZEQUIEL CAMPANO DE LEON, FRANCISCO CAMPANO DE LEON y RICARDO CAMPANO DE LEON, en su carácter de únicos y universales herederos en las proporciones que establece la ley, a quienes por sus propios derechos y en representación de los comparecientes, con fundamento en lo dispuesto en los artículos 881, 882, del Código de Procedimientos Civiles vigente en el Estado de Nuevo León, solicitan se trámite en forma extrajudicial y con intervención del Notario que suscribe, la SUCESIÓN INTESTADA a bienes de la señora MA. IRMA DE LEON ESPRONCEDA también conocida con los nombres de IRMA DE LEON, IRMA DE LEON DE CAMPANO, IRMA DE LEON ESPRONCEDA, IRMA DE LEON DE C., quien falleciera sin hacer disposición Testamentaria. Se exhibió el Acta de Defunción y Actas de Nacimiento, además de justificar el último domicilio correspondiente a la autora de la sucesión. Por otro lado, los comparecientes se reconocieron entre sí como los únicos y universales herederos, en las proporciones que establece la ley, designando como ALBACEA de la sucesión a la señora SANDRA NOHEMI CAMPANO DE LEON, quien acepta dicho cargo conferido. Con fundamento en el Articulo 882 del Código de Procedimientos Civiles de Nuevo León, se da a conocer por medio de dos publicaciones que se harán de diez en diez en el periódico "El Porvenir", que se edita en esta Ciudad.: [1186, 526, 1399, 1024]
publication-dates: (13 y 23): [1274, 1590, 1312, 1602]
notice-signature: AAPH860415AP0: [1028, 292, 1104, 304]
notice-signature: LICENCIADO FEDERICO GARZA ARIZPE: [63, 1725, 245, 1737]
legal-notice: [1186, 2067, 1399, 2302]
notice-title: AVISO NOTARIAL: [798, 59, 880, 70]
publication-dates: (13 y 23): [820, 315, 858, 327]
notice-body: A LAS CIUDADANAS MARÍA ESTHER BERMÚDEZ MARTÍNEZ, ANGÉLICA JAZMÍN, SILVIA LAURA Y YULIANA ELOISA DE APELLIDOS GAMBOA BERMÚDEZ. DOMICILIO: IGNORADO. En fecha 17 diecisiete de diciembre de 2021 dos mil veintiuno, se admitió a trámite el expediente judicial número 3122/2021, formado con motivo del juicio sucesorio de intestado a bienes de Tiburcio Gamboa Mora, posteriormente en fecha 2 dos de mayo de 2024 dos mil veinticuatro, se ordenó hacer del conocimiento a las ciudadanas María Esther Bermúdez Martínez, Angélica Jazmín, Silvia Laura y Yuliana Eloisa de apellidos Gamboa Bermúdez, por medio de edictos que se publicaran por 03 tres veces consecutivas tanto en el Periódico Oficial, como en el Periódico "El Porvenir", así como en el Boletín Judicial del Estado a fin de que dentro del término de 15 quince días, manifiesten lo que a sus derechos convenga.: [732, 349, 946, 571]
publication-dates: (13): [1057, 1293, 1074, 1305]
legal-notice: [44, 1015, 264, 1394]
notice-body: Con fecha 25 veinticinco días del mes de Abril del 2024 dos mil veinticuatro, en ACTA FUERA DE PROTOCOLO NÚMERO 037/12,377/2024 (CERO TREINTA Y SIETE DIAGONAL DOCE MIL TRESCIENTOS SETENTA Y SIETE DIAGONAL DOS MIL VEINTICUATRO), se presentaron en ésta Notaría los señores OFELIA REYNA PALOMARES, MA. DEL CARMEN REYNA PALOMARES, NORBERTO REYNA PALOMARES, MARIA IRMA REYNA PALOMARES, LETICIA REYNA PALOMARES, SANDRA REYNA PALOMARES, PEDRO ENRIQUE REYNA PALOMARES, ROSA MARIA REYNA PALOMARES, en su carácter de únicos y universales herederos en las proporciones que establece la ley, a quienes por sus propios derechos y en representación de los comparecientes, con fundamento en lo dispuesto en los artículos 881, 882, del Código de Procedimientos Civiles vigente en el Estado de Nuevo León, solicitan se trámite en forma extrajudicial y con intervención del Notario que suscribe, la SUCESIÓN INTESTADA a bienes del señor NORBERTO REYNA ARANDA, quien falleciera sin hacer disposición Testamentaria. Se exhibió el Acta de Defunción, de matrimonio y Actas de Nacimiento, además de justificar el último domicilio correspondiente a la autora de la sucesión. Por otro lado, los comparecientes se reconocieron entre sí como los únicos y universales herederos, en las proporciones que establece la ley, designando como ALBACEA de la sucesión a la señora ROSA MARIA REYNA PALOMARES, quien acepta dicho cargo conferido. Con fundamento en el Articulo 882 del Código de Procedimientos Civiles de Nuevo León, se da a conocer por medio de dos publicaciones que se harán de diez en diez en el periódico "El Porvenir", que se edita en esta Ciudad.: [1186, 1113, 1399, 1545]
notice-signature: LIC. GUSTAVO FEDERICO CERILLO ORTIZ: [1197, 1567, 1388, 1579]
publication-dates: (13, 14 y 15): [127, 992, 181, 1004]
notice-body: Con fecha 19 de Abril de 2024, se RADICO en esta Notaria a mi cargo, el PROCEDIMIENTO SUCESORIO TESTAMENTARIO A BIENES DE LA SEÑORA LUSVINA DE LA PAZ HUERTAS (quien en algunos actos de su vida se ostentó con el nombre de LUSVINA DE LA PAZ DE PADILLA Y LUZVINA DE LA PAZ DE PADILLA), denunciado por las señoras LUZVINA MAGDALENA PADILLA DE LA PAZ, BLANCA ALICIA PADILLA DE LA PAZ, YOLANDA PADILLA DE LA PAZ Y LUDIVINA PADILLA DE LA PAZ en su carácter de HEREDERAS y la primera además como ALBACEA. Se publica la presente, con fundamento en lo dispuesto por el Articulo 882 del Código Procesal Civil vigente en el Estado.: [732, 83, 946, 248]
notice-title: EDICTO: [1047, 1838, 1084, 1850]
publication-dates: (13 y 16): [593, 1548, 631, 1559]
legal-notice: [959, 571, 1172, 1048]
notice-signature: C. SECRETARIO DEL JUZGADO SEGUNDO DE LO FAMILIAR DEL TERCER DISTRITO JUDICIAL: [961, 1771, 1170, 1806]
notice-signature: NOTARIO PUBLICO NUMERO 20: [993, 281, 1138, 293]
legal-notice: [506, 337, 718, 826]
notice-signature: SEGUNDO DISTRITO EN EL ESTADO.: [70, 1748, 238, 1760]
notice-title: EDICTO: [366, 1081, 404, 1093]
notice-signature: ??CG-741028BQ0: [1253, 481, 1333, 492]
notice-signature: C. SECRETARIO ADSCRITO AL JUZGADO PRIMERO DE LO FAMILIAR DEL SEGUNDO DISTRITO JUDICIAL: [969, 515, 1162, 549]
publication-dates: (13 y 23): [1046, 304, 1084, 315]
notice-signature: EL NOTARIO PÚBLICO NÚMERO 37: [1213, 2011, 1373, 2023]
notice-body: Al calce un sello con el Escudo Nacional que dice: Estados Unidos Mexicanos, Poder Judicial del Estado de Nuevo León, Juzgado de Exhortos Cartas Rogatorias del Estado. En los autos del exhorto 2761/2024, del índice de este juzgado, deducido del expediente judicial número 831/2011, relativo al juicio especial hipotecario, promovido por Desselec Desarrollo de Sistemas, Sociedad Anónima de Capital Variable, en contra de Héctor García Campos y Albina López Garza, en el cual se ordenó la publicación de los edictos 02-dos veces, debiendo mediar entre la publicación y la fecha de remate cuando menos 12-doce días hábiles, mismos que deberán publicarse en la tabla de avisos de este juzgado, Boletín Judicial, y en el periódico de mayor circulación de esta Entidad (designándose como tal "El Porvenir"), convocando postores, pare que acudan ante el tribunal exhortante a la audiencia de primera almoneda, programada para las 10:30-diez horas con treinta minutos, del 18-dieciocho de junio del año 2024-dos mil veinticuatro. respecto del bien inmueble identificado como lote 296, manzana 373, del fraccionamiento Barrio de la Industria; municipio de Monterrey, Estado de Nuevo León, teniendo como mejoras la finca de calle Espacial número 100 de dicho fraccionamiento, y siendo de base del remate la cantidad $691,000.00 (seiscientos noventa y un mil pesos 00/100 M.N.), que es el precio del avalúo rendido en autos. Juzgado Trigésimo Sexto de lo Civil de la Ciudad de México, calle Niños Héroes 132, torre sur octavo piso, colonia Doctores, Delegación Cuauhtémoc, código postal 06720, de la Ciudad de México. En Monterrey, Nuevo León a 09-nueve de mayo del año 2024-dos mil veinticuatro.: [959, 583, 1172, 981]
publication-dates: (13, 14 y 15): [127, 1382, 181, 1394]
publication-dates: (3 y 13): [1276, 1080, 1309, 1091]
notice-signature: GABRIEL MANUEL VÁZQUEZ LÓPEZ: [529, 1025, 695, 1037]
notice-signature: LIC. RAÚL GUTIÉRREZ TREVIÑO: [992, 1805, 1140, 1817]
notice-title: EDICTO: [1047, 326, 1084, 337]
notice-body: El día 30 treinta de abril de 2024 dos mil veinticuatro, se admitió a trámite el juicio sucesorio de intestado a bienes de Víctor Edwin Rodríguez Vela, denunciado por Víctor Edwin Rodríguez Leal, Hilda Gabriela Rodríguez Leal y María Hilda Leal Sánchez, bajo el número de expediente 898/2024; ordenándose la publicación de un edicto por una sola vez en el Boletín Judicial, Periódico Oficial y en el periódico de elección de la parte actora, pudiendo ser en su caso "Milenio Diario", "El Porvenir" o "El Norte", que se edita en esta Ciudad, mediante el cual se convoque a todas aquellas personas que se consideren tener derecho a la masa hereditaria, a fin de que acudan a deducirlo al local de este juzgado, dentro del término de 30 treinta días, contados a partir del siguiente al de la última publicación del edicto ordenado.: [278, 360, 492, 559]
notice-signature: LA C. SECRETARIO DEL JUZGADO SEGUNDO MIXTO DE LO CIVIL Y FAMILIAR DEL QUINTO DISTRITO JUDICIAL DEL ESTADO.: [281, 581, 488, 615]
legal-notice: [506, 837, 718, 1071]
notice-place-date: Monterrey, Nuevo León, a 8 ocho de mayo de 2024 dos mil veinticuatro.: [278, 1481, 492, 1503]
notice-signature: CARLOS VILLARREAL RAMIREZ: [538, 280, 686, 292]
notice-place-date: San Nicolás de los Garza, Nuevo León a 17 de abril de 2024.: [959, 1482, 1155, 1505]
notice-title: AVISO NOTARIAL: [1251, 1101, 1334, 1113]
notice-place-date: Monterrey, Nuevo León, a 16 de Abril del 2024: [1186, 2000, 1379, 2011]
notice-signature: LIC. GUSTAVO FEDERICO CERILLO ORTIZ: [743, 1549, 934, 1561]
notice-place-date: Monterrey N.L., a 08 de mayo del 2024: [959, 259, 1122, 270]
legal-notice: [732, 627, 945, 851]
notice-title: EDICTO: [366, 348, 404, 360]
notice-place-date: APODACA, NUEVO LEON A 23 DE abril DEL 2024: [44, 514, 257, 526]
notice-place-date: Monterrey, Nuevo León, a 12 de Abril del 2024: [1186, 1024, 1379, 1035]
notice-signature: NOTARIA PÚBLICA NÚMERO 141: [764, 281, 913, 293]
notice-signature: GLORIA MARÍA MAYELA GARCÍA SÁNCHEZ: [967, 1248, 1165, 1260]
notice-signature: NOTARIO PÚBLICO 140: [332, 1692, 438, 1704]
notice-place-date: San Nicolás de los Garza, Nuevo León a 08 de mayo de 2024.: [505, 1481, 700, 1503]
notice-body: En Cadereyta Jiménez, Nuevo León, dentro del expediente 786/2024 relativo al Juicio Sucesorio de Intestado a bienes de Miguel Segoviano Hernández, tramitado ante este Juzgado Primero Mixto de lo Civil y Familiar del Quinto Distrito Judicial del Estado, se dictó un auto el veintitrés de abril del año dos mil veinticuatro, ordenándose la publicación de un edicto por una sola vez en el Periódico Oficial y el Periódico "El Porvenir", que se editan en la Ciudad de Monterrey, Nuevo León, convocándose por este medio a las personas que se crean con derechos a la herencia de Miguel Segoviano Hernández, a fin de que comparezcan a deducirlo al local de este Juzgado, dentro del término de treinta días hábiles contados desde la última publicación que se realice en los periódicos de referencia. DOY FE.: [959, 1850, 1172, 2039]
publication-dates: (3 y 13): [137, 304, 171, 315]
notice-body: Cadereyta Jiménez, Nuevo León.- Ante el suscrito Notario Público, compareció el ciudadano GUADALUPE LEOBARDO TAMEZ CAVAZOS por mis propios Derechos y en representación de su hermano JOSE PEDRO TAMEZ CAVAZOS, y los ciudadanos FAUSTINO TAMEZ CAVAZOS, TOMASA TAMEZ CAVAZOS y ELIDA TAMEZ CAVAZOS, solicitando la Tramitación del Procedimiento Testamentario Extrajudicial A Bienes de VIRGINIA GUADALUPE CAVAZOS ALANIS y/o GUADALUPE CAVAZOS y/o GUADALUPE CAVAZOS ALANIS y/o VIRGINIA GUADALUPE CAVAZOS, en fecha 06 días del mes de Mayo de 2024, asentado bajo el Acta Fuera de Protocolo número (134/10,457/2024), exhibiéndome el Acta de Defunción correspondiente y el Primer Testimonio de la Escritura Pública que contiene el Testamento Público Abierto correspondiente, en el cual se nombra a los comparecientes como Único y Universal Heredero, manifestando que aceptan la herencia, se reconocen entre si sus derechos hereditarios, y además el ciudadano GUADALUPE LEOBARDO TAMEZ CAVAZOS como Albacea y Ejecutor testamentario de la sucesión quien a su vez procederá a formar el inventario de los Bienes. En cumplimiento de los artículos (881) ochocientos ochenta y uno y (882) ochocientos ochenta y dos del Código de Procedimientos Civiles vigente en el Estado se publica el presente aviso en uno de los periódicos de los de mayor circulación en el Estado, por (2) dos veces de (10) diez en (10) diez días.: [278, 671, 492, 1026]
newspaper-logo: [1222, 17, 1402, 48]
notice-title: EDICTO: [593, 1081, 630, 1093]
notice-signature: SEGUNDO DISTRITO EN EL ESTADO.: [301, 1048, 468, 1059]
